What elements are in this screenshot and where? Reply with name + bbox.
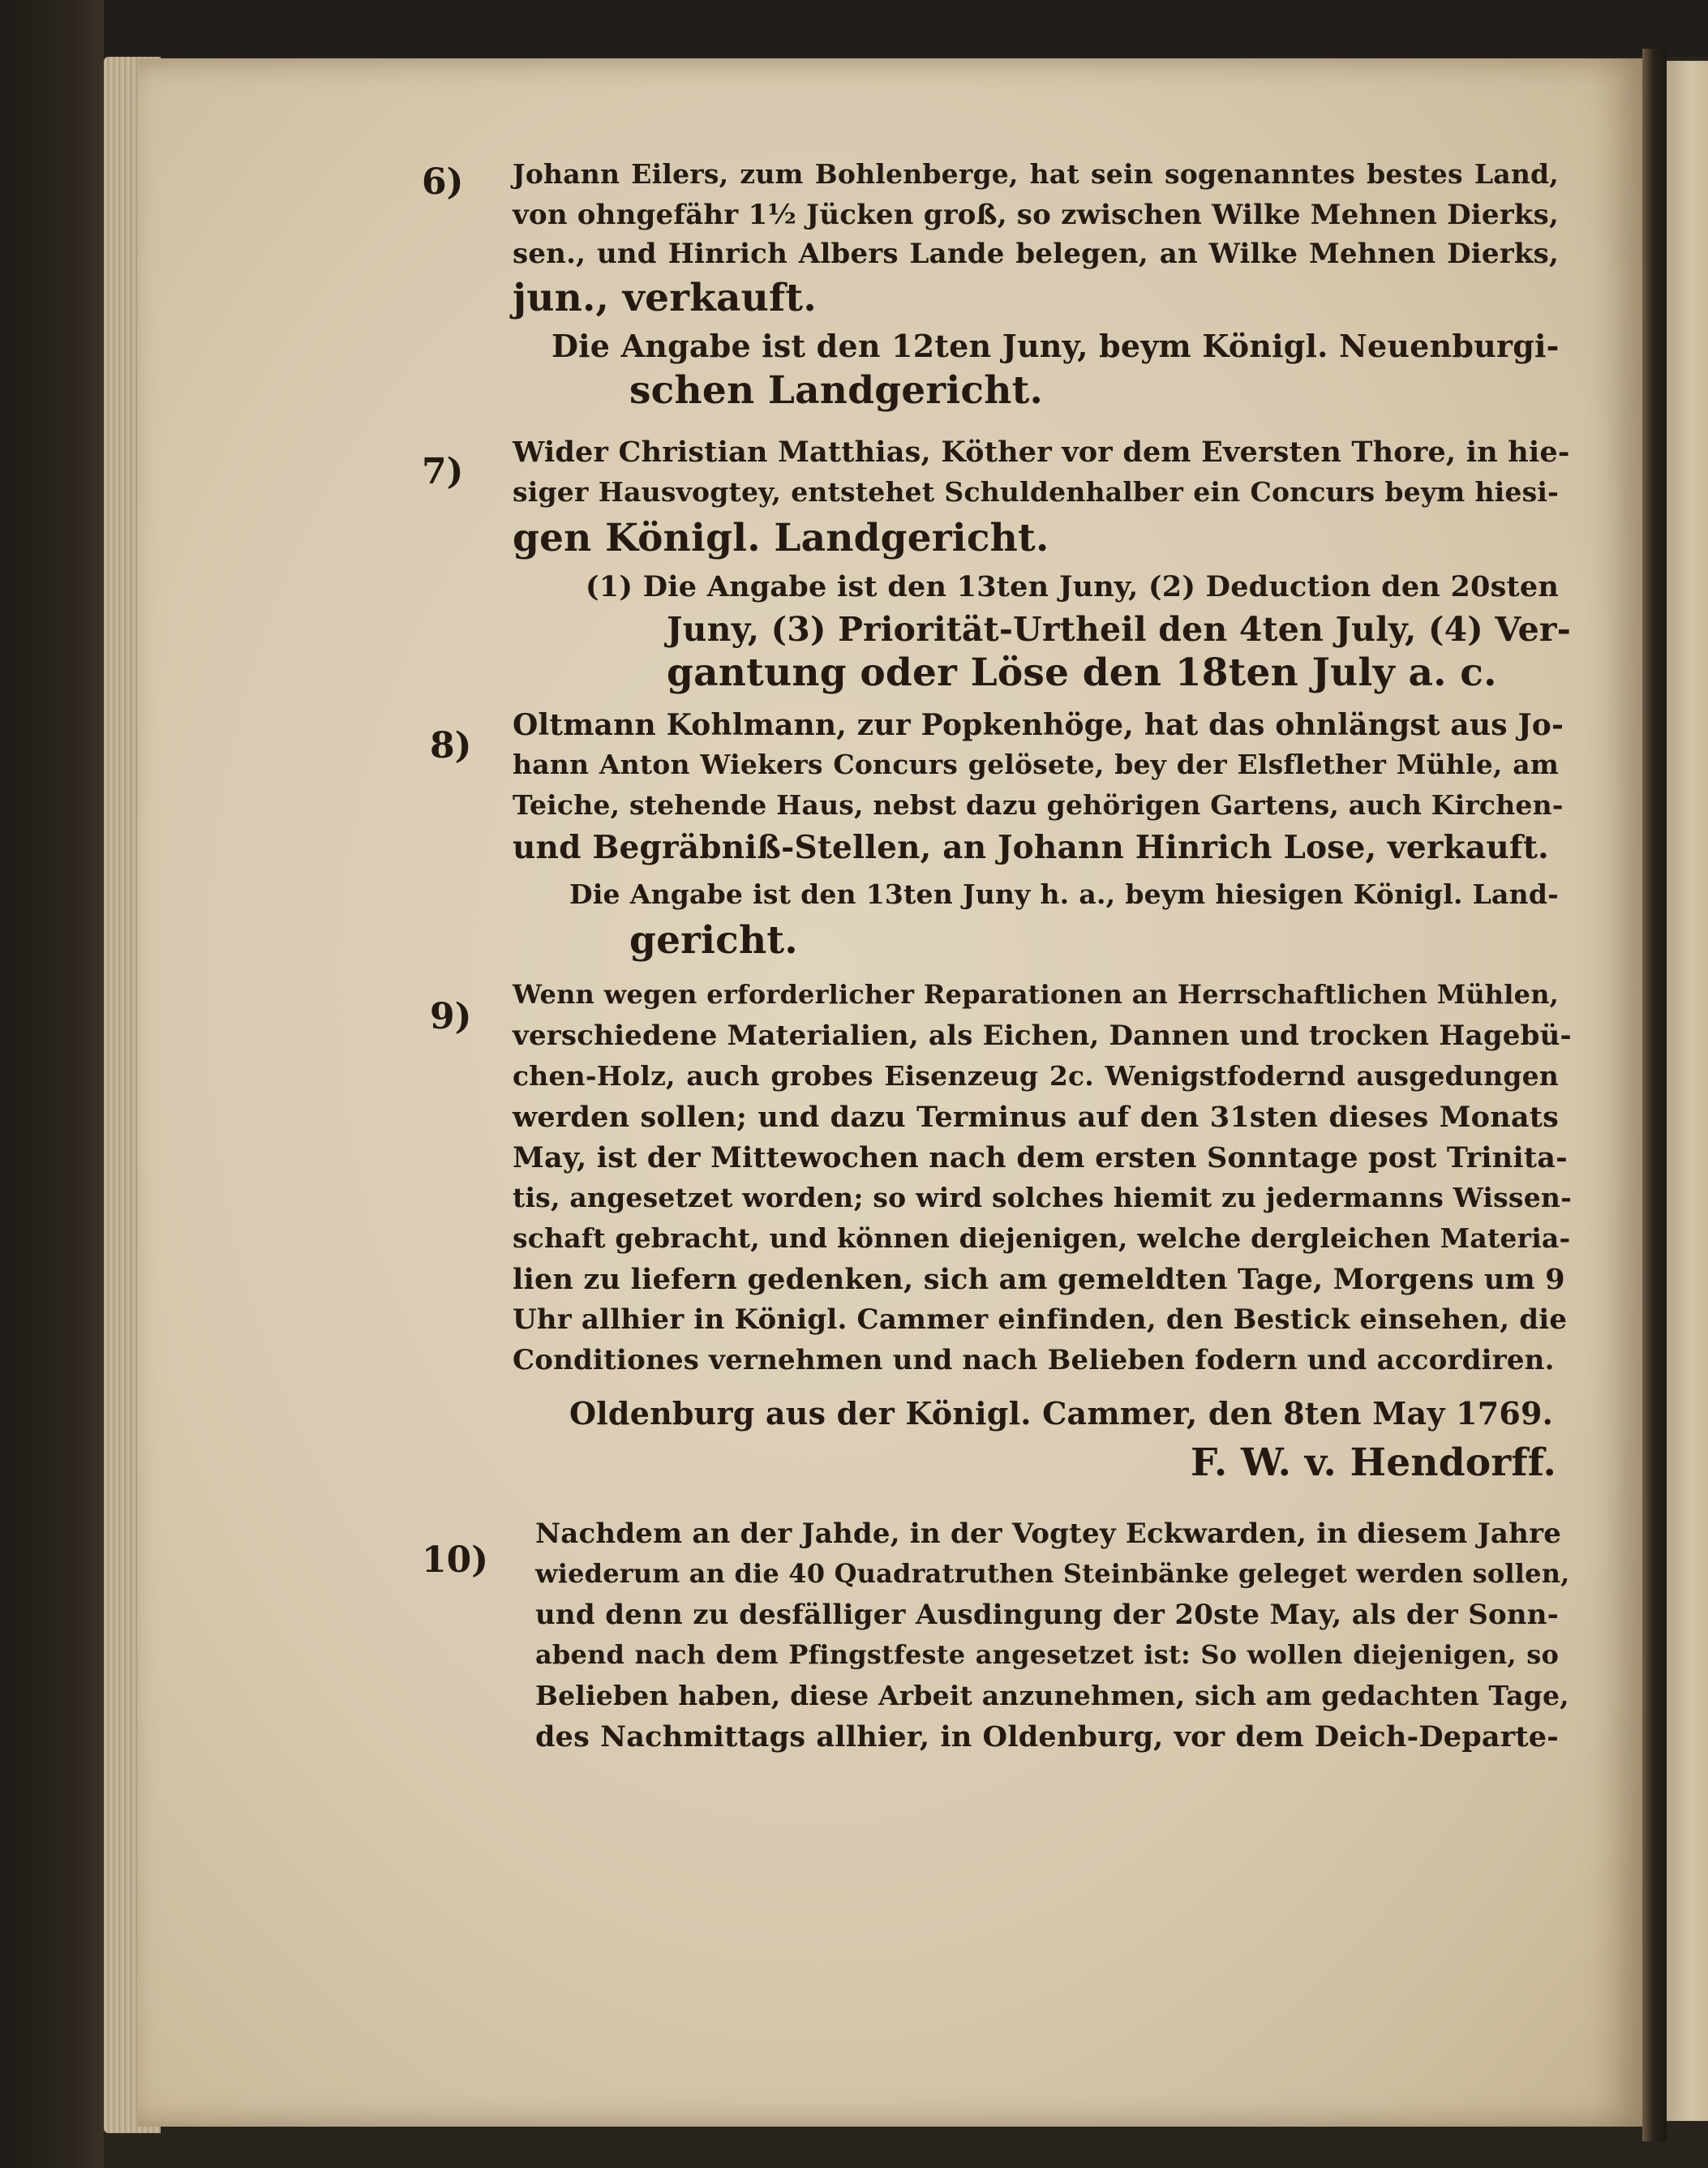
entry-line: Juny, (3) Priorität-Urtheil den 4ten July, (4) Ver- [667, 610, 1571, 649]
entry-line: verschiedene Materialien, als Eichen, Dannen und trocken Hagebü- [513, 1020, 1572, 1052]
entry-line: May, ist der Mittewochen nach dem ersten Sonntage post Trinita- [513, 1141, 1568, 1174]
entry-line: werden sollen; und dazu Terminus auf den 31sten dieses Monats [513, 1101, 1559, 1134]
entry-line: Johann Eilers, zum Bohlenberge, hat sein sogenanntes bestes Land, [513, 158, 1559, 190]
entry-line: tis, angesetzet worden; so wird solches hiemit zu jedermanns Wissen- [513, 1182, 1572, 1213]
entry-line: Teiche, stehende Haus, nebst dazu gehörigen Gartens, auch Kirchen- [513, 789, 1564, 821]
entry-line: lien zu liefern gedenken, sich am gemeldten Tage, Morgens um 9 [513, 1263, 1565, 1296]
entry-line: des Nachmittags allhier, in Oldenburg, vor dem Deich-Departe- [535, 1720, 1559, 1754]
entry-line: Belieben haben, diese Arbeit anzunehmen, sich am gedachten Tage, [535, 1680, 1569, 1711]
entry-line: und denn zu desfälliger Ausdingung der 20ste May, als der Sonn- [535, 1599, 1559, 1631]
entry-line: schen Landgericht. [629, 368, 1044, 413]
entry-line: gericht. [629, 918, 798, 963]
entry-line: Oltmann Kohlmann, zur Popkenhöge, hat das ohnlängst aus Jo- [513, 708, 1564, 742]
entry-line: Wenn wegen erforderlicher Reparationen an Herrschaftlichen Mühlen, [513, 979, 1559, 1010]
entry-line: Nachdem an der Jahde, in der Vogtey Eckwarden, in diesem Jahre [535, 1518, 1562, 1550]
entry-line: wiederum an die 40 Quadratruthen Steinbänke geleget werden sollen, [535, 1558, 1570, 1589]
entry-line: schaft gebracht, und können diejenigen, welche dergleichen Materia- [513, 1222, 1571, 1254]
entry-line: von ohngefähr 1½ Jücken groß, so zwischen Wilke Mehnen Dierks, [513, 199, 1559, 231]
entry-number: 10) [422, 1539, 489, 1581]
entry-line: und Begräbniß-Stellen, an Johann Hinrich Lose, verkauft. [513, 829, 1549, 866]
entry-line: siger Hausvogtey, entstehet Schuldenhalber ein Concurs beym hiesi- [513, 476, 1559, 508]
entry-line: hann Anton Wiekers Concurs gelösete, bey der Elsflether Mühle, am [513, 749, 1559, 780]
entry-dateline: Oldenburg aus der Königl. Cammer, den 8ten May 1769. [569, 1395, 1554, 1432]
entry-line: gen Königl. Landgericht. [513, 516, 1049, 560]
entry-number: 7) [422, 451, 464, 492]
entry-line: chen-Holz, auch grobes Eisenzeug 2c. Wenigstfodernd ausgedungen [513, 1060, 1559, 1092]
entry-line: Die Angabe ist den 12ten Juny, beym Königl. Neuenburgi- [551, 328, 1560, 364]
entry-line: Uhr allhier in Königl. Cammer einfinden, den Bestick einsehen, die [513, 1303, 1568, 1336]
entry-number: 8) [430, 725, 472, 766]
entry-number: 9) [430, 996, 472, 1037]
entry-line: sen., und Hinrich Albers Lande belegen, an Wilke Mehnen Dierks, [513, 238, 1559, 270]
entry-line: Wider Christian Matthias, Köther vor dem Eversten Thore, in hie- [513, 436, 1570, 469]
entry-line: Conditiones vernehmen und nach Belieben fodern und accordiren. [513, 1344, 1555, 1376]
entry-number: 6) [422, 161, 464, 203]
entry-line: abend nach dem Pfingstfeste angesetzet ist: So wollen diejenigen, so [535, 1639, 1559, 1670]
entry-line: (1) Die Angabe ist den 13ten Juny, (2) Deduction den 20sten [586, 570, 1559, 603]
entry-signature: F. W. v. Hendorff. [1191, 1440, 1557, 1485]
entry-line: Die Angabe ist den 13ten Juny h. a., beym hiesigen Königl. Land- [569, 878, 1559, 910]
entry-line: jun., verkauft. [513, 276, 817, 320]
entry-line: gantung oder Löse den 18ten July a. c. [667, 650, 1497, 695]
